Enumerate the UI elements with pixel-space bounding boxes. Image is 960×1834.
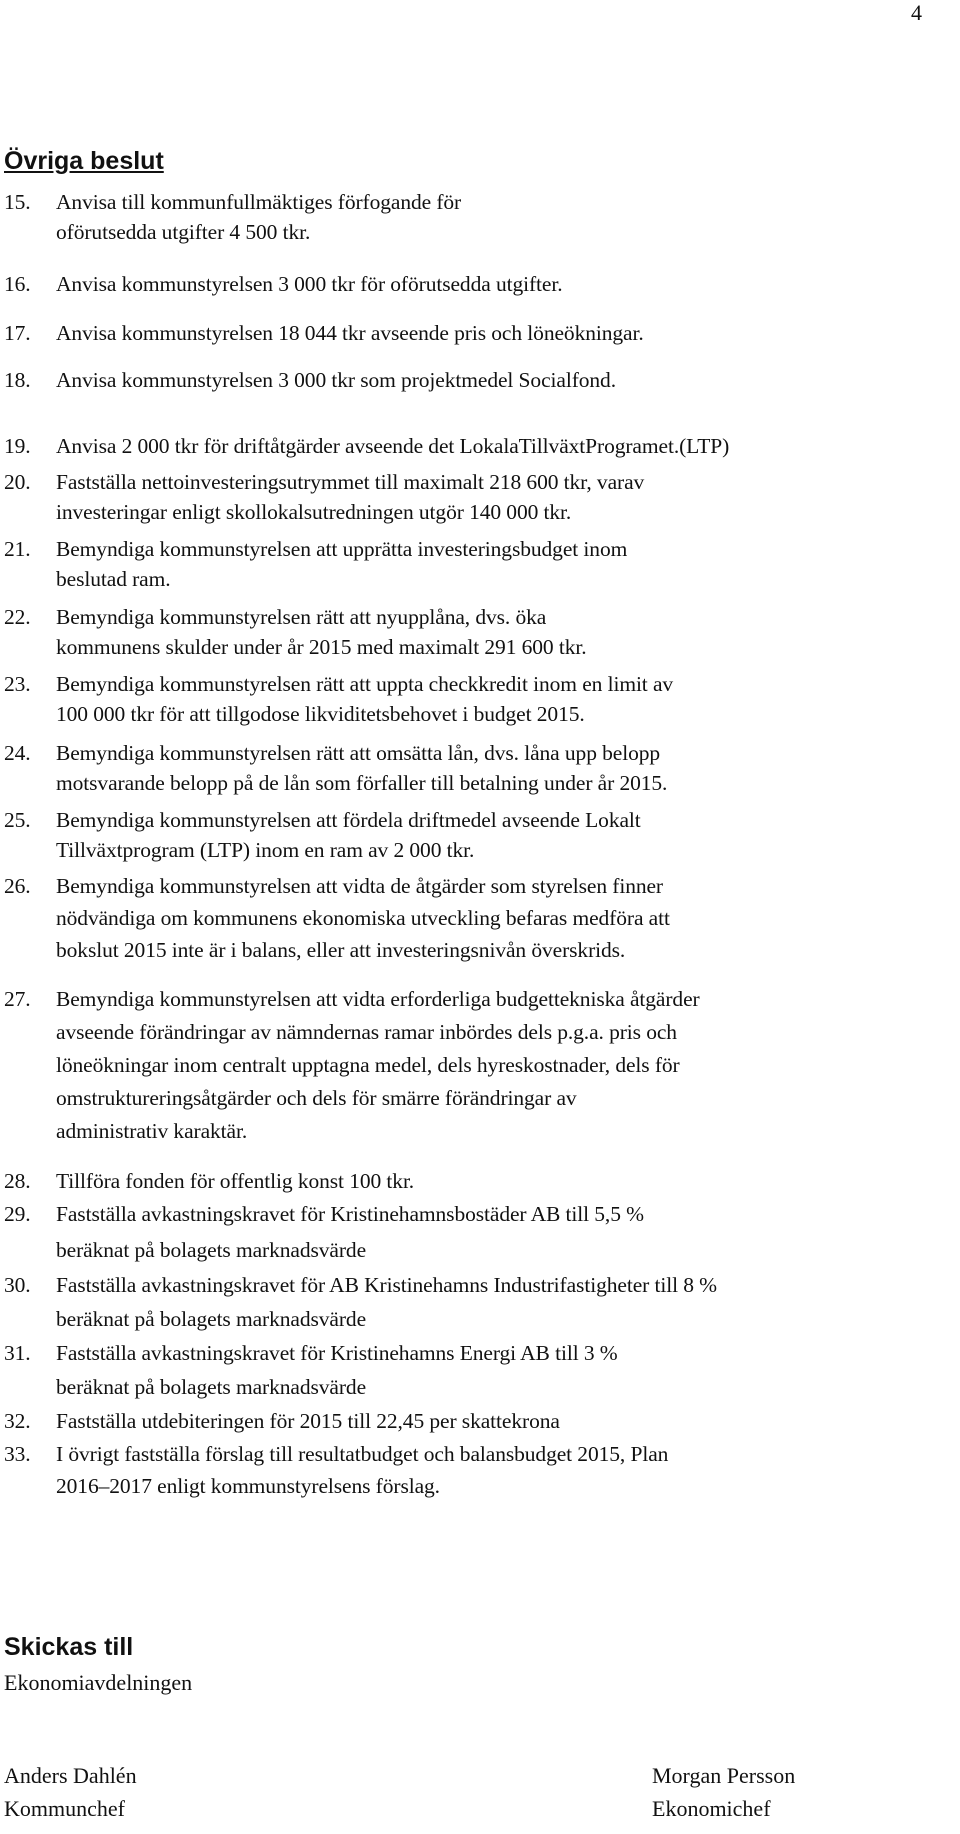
decision-item-continuation-line	[56, 220, 310, 245]
decision-item-continuation-line	[56, 771, 667, 796]
decision-item-first-line	[4, 1273, 717, 1298]
decision-item-first-line	[4, 741, 660, 766]
decision-item-number: 24.	[4, 741, 31, 765]
decision-item-number: 25.	[4, 808, 31, 832]
decision-item-text: Fastställa utdebiteringen för 2015 till 22,45 per skattekrona	[56, 1409, 560, 1433]
decision-item-text: Anvisa kommunstyrelsen 3 000 tkr för oförutsedda utgifter.	[56, 272, 563, 296]
signature-role-1: Kommunchef	[4, 1796, 125, 1821]
decision-item-continuation-line	[56, 1020, 677, 1045]
decision-item-text: Bemyndiga kommunstyrelsen att vidta de åtgärder som styrelsen finner	[56, 874, 663, 898]
decision-item-first-line	[4, 1341, 618, 1366]
decision-item-continuation-line	[56, 1053, 680, 1078]
decision-item-number: 17.	[4, 321, 31, 345]
decision-item-text: 100 000 tkr för att tillgodose likviditetsbehovet i budget 2015.	[56, 702, 585, 726]
decision-item-continuation-line	[56, 1375, 366, 1400]
decision-item-continuation-line	[56, 1474, 440, 1499]
decision-item-text: Anvisa till kommunfullmäktiges förfogande för	[56, 190, 462, 214]
decision-item-number: 28.	[4, 1169, 31, 1193]
decision-item-first-line	[4, 1169, 414, 1194]
decision-item-text: Fastställa nettoinvesteringsutrymmet till maximalt 218 600 tkr, varav	[56, 470, 645, 494]
decision-item-text: Bemyndiga kommunstyrelsen att vidta erforderliga budgettekniska åtgärder	[56, 987, 700, 1011]
decision-item-first-line	[4, 368, 616, 393]
decision-item-first-line	[4, 1202, 644, 1227]
decision-item-text: motsvarande belopp på de lån som förfaller till betalning under år 2015.	[56, 771, 668, 795]
decision-item-text: Bemyndiga kommunstyrelsen att upprätta investeringsbudget inom	[56, 537, 628, 561]
decision-item-first-line	[4, 321, 644, 346]
decision-item-continuation-line	[56, 567, 171, 592]
decision-item-continuation-line	[56, 1238, 366, 1263]
decision-item-text: Bemyndiga kommunstyrelsen rätt att nyupplåna, dvs. öka	[56, 605, 547, 629]
signature-name-2: Morgan Persson	[652, 1763, 796, 1788]
decision-item-text: Tillväxtprogram (LTP) inom en ram av 2 000 tkr.	[56, 838, 475, 862]
section-title: Övriga beslut	[4, 147, 164, 175]
decision-item-continuation-line	[56, 906, 670, 931]
decision-item-number: 18.	[4, 368, 31, 392]
decision-item-text: Tillföra fonden för offentlig konst 100 tkr.	[56, 1169, 415, 1193]
decision-item-first-line	[4, 808, 641, 833]
decision-item-text: beslutad ram.	[56, 567, 171, 591]
decision-item-continuation-line	[56, 838, 474, 863]
decision-item-text: I övrigt fastställa förslag till resultatbudget och balansbudget 2015, Plan	[56, 1442, 669, 1466]
decision-item-text: beräknat på bolagets marknadsvärde	[56, 1238, 367, 1262]
decision-item-first-line	[4, 987, 700, 1012]
decision-item-first-line	[4, 1442, 668, 1467]
decision-item-text: Bemyndiga kommunstyrelsen att fördela driftmedel avseende Lokalt	[56, 808, 641, 832]
decision-item-continuation-line	[56, 938, 625, 963]
decision-item-text: Anvisa kommunstyrelsen 3 000 tkr som projektmedel Socialfond.	[56, 368, 616, 392]
decision-item-text: beräknat på bolagets marknadsvärde	[56, 1307, 367, 1331]
decision-item-first-line	[4, 605, 546, 630]
decision-item-number: 29.	[4, 1202, 31, 1226]
decision-item-number: 32.	[4, 1409, 31, 1433]
decision-item-first-line	[4, 1409, 560, 1434]
decision-item-text: Bemyndiga kommunstyrelsen rätt att uppta checkkredit inom en limit av	[56, 672, 674, 696]
decision-item-text: löneökningar inom centralt upptagna medel, dels hyreskostnader, dels för	[56, 1053, 680, 1077]
decision-item-text: administrativ karaktär.	[56, 1119, 248, 1143]
decision-item-number: 23.	[4, 672, 31, 696]
decision-item-continuation-line	[56, 635, 587, 660]
decision-item-text: investeringar enligt skollokalsutredningen utgör 140 000 tkr.	[56, 500, 572, 524]
decision-item-continuation-line	[56, 1119, 247, 1144]
decision-item-text: Fastställa avkastningskravet för Kristinehamnsbostäder AB till 5,5 %	[56, 1202, 644, 1226]
decision-item-first-line	[4, 272, 563, 297]
decision-item-number: 33.	[4, 1442, 31, 1466]
signature-name-1: Anders Dahlén	[4, 1763, 137, 1788]
decision-item-number: 30.	[4, 1273, 31, 1297]
decision-item-text: bokslut 2015 inte är i balans, eller att investeringsnivån överskrids.	[56, 938, 626, 962]
decision-item-text: Anvisa 2 000 tkr för driftåtgärder avseende det LokalaTillväxtProgramet.(LTP)	[56, 434, 730, 458]
distribution-title: Skickas till	[4, 1633, 134, 1661]
decision-item-number: 19.	[4, 434, 31, 458]
decision-item-number: 16.	[4, 272, 31, 296]
decision-item-number: 22.	[4, 605, 31, 629]
decision-item-continuation-line	[56, 500, 571, 525]
distribution-recipient: Ekonomiavdelningen	[4, 1670, 193, 1695]
decision-item-continuation-line	[56, 1086, 577, 1111]
decision-item-text: omstruktureringsåtgärder och dels för smärre förändringar av	[56, 1086, 577, 1110]
decision-item-text: nödvändiga om kommunens ekonomiska utveckling befaras medföra att	[56, 906, 670, 930]
decision-item-first-line	[4, 672, 673, 697]
decision-item-text: oförutsedda utgifter 4 500 tkr.	[56, 220, 311, 244]
decision-item-text: Anvisa kommunstyrelsen 18 044 tkr avseende pris och löneökningar.	[56, 321, 644, 345]
decision-item-text: kommunens skulder under år 2015 med maximalt 291 600 tkr.	[56, 635, 587, 659]
decision-item-text: Fastställa avkastningskravet för AB Kristinehamns Industrifastigheter till 8 %	[56, 1273, 717, 1297]
decision-item-first-line	[4, 874, 663, 899]
decision-item-first-line	[4, 470, 644, 495]
decision-item-first-line	[4, 537, 627, 562]
decision-item-continuation-line	[56, 1307, 366, 1332]
page-number: 4	[911, 0, 922, 25]
decision-item-text: Fastställa avkastningskravet för Kristinehamns Energi AB till 3 %	[56, 1341, 618, 1365]
decision-item-text: beräknat på bolagets marknadsvärde	[56, 1375, 367, 1399]
decision-item-number: 27.	[4, 987, 31, 1011]
decision-item-first-line	[4, 434, 729, 459]
decision-item-number: 21.	[4, 537, 31, 561]
signature-role-2: Ekonomichef	[652, 1796, 771, 1821]
decision-item-first-line	[4, 190, 461, 215]
decision-item-number: 26.	[4, 874, 31, 898]
decision-item-continuation-line	[56, 702, 585, 727]
decision-item-text: 2016–2017 enligt kommunstyrelsens förslag.	[56, 1474, 440, 1498]
decision-item-text: avseende förändringar av nämndernas ramar inbördes dels p.g.a. pris och	[56, 1020, 677, 1044]
decision-item-number: 15.	[4, 190, 31, 214]
decision-item-number: 20.	[4, 470, 31, 494]
decision-item-number: 31.	[4, 1341, 31, 1365]
decision-item-text: Bemyndiga kommunstyrelsen rätt att omsätta lån, dvs. låna upp belopp	[56, 741, 661, 765]
